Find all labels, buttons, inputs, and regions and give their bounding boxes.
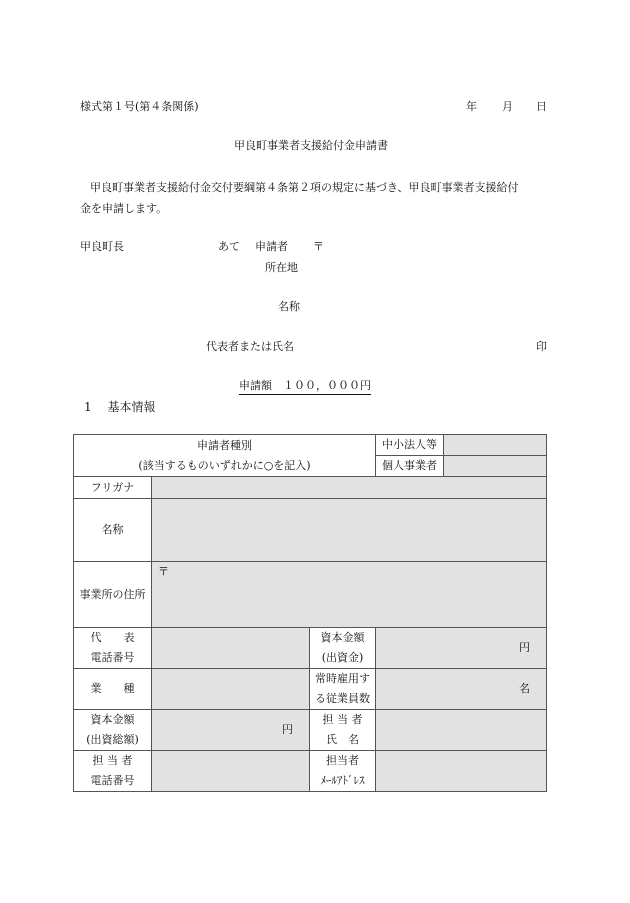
contact-name-field[interactable] [376, 710, 547, 751]
employees-field[interactable] [376, 669, 547, 710]
furigana-field[interactable] [152, 477, 547, 499]
capital-total-line2: (出資総額) [86, 733, 139, 746]
contact-mail-line1: 担当者 [326, 754, 360, 767]
date-day-label: 日 [536, 100, 547, 113]
ate-label: あて [218, 240, 240, 253]
contact-mail-label [310, 751, 376, 792]
contact-name-line1: 担 当 者 [322, 713, 363, 726]
representative-label: 代表者または氏名 [206, 340, 294, 353]
contact-mail-line2: ﾒｰﾙｱﾄﾞﾚｽ [320, 774, 365, 787]
contact-phone-line1: 担 当 者 [92, 754, 133, 767]
address-label: 所在地 [265, 261, 298, 274]
name-field[interactable] [152, 499, 547, 562]
date-year-label: 年 [466, 100, 477, 113]
employees-line1: 常時雇用す [315, 672, 371, 685]
postal-mark: 〒 [313, 240, 324, 253]
applicant-type-line2: (該当するものいずれかに○を記入) [138, 458, 311, 472]
contact-name-line2: 氏 名 [326, 733, 360, 746]
addressee: 甲良町長 [80, 240, 124, 253]
capital-line1: 資本金額 [320, 631, 365, 644]
contact-name-label [310, 710, 376, 751]
name-row-label: 名称 [74, 499, 152, 562]
applicant-type-label [74, 435, 376, 477]
employees-label [310, 669, 376, 710]
employees-line2: る従業員数 [315, 692, 371, 705]
applicant-label: 申請者 [255, 240, 288, 253]
basic-info-table [73, 434, 547, 792]
capital-total-label [74, 710, 152, 751]
section-title-basic-info: 1 基本情報 [84, 400, 156, 414]
name-label: 名称 [278, 300, 300, 313]
capital-total-yen-unit: 円 [282, 723, 293, 736]
capital-field[interactable] [376, 628, 547, 669]
contact-mail-field[interactable] [376, 751, 547, 792]
rep-phone-label [74, 628, 152, 669]
rep-phone-line1: 代 表 [90, 631, 135, 644]
capital-yen-unit: 円 [519, 641, 531, 654]
intro-line-2: 金を申請します。 [80, 202, 168, 215]
date-month-label: 月 [502, 100, 513, 113]
sole-proprietor-label: 個人事業者 [376, 456, 444, 477]
intro-line-1: 甲良町事業者支援給付金交付要綱第４条第２項の規定に基づき、甲良町事業者支援給付 [90, 181, 519, 194]
capital-total-field[interactable] [152, 710, 310, 751]
rep-phone-line2: 電話番号 [90, 651, 135, 664]
capital-label [310, 628, 376, 669]
rep-phone-field[interactable] [152, 628, 310, 669]
sme-label: 中小法人等 [376, 435, 444, 456]
office-address-label: 事業所の住所 [74, 562, 152, 628]
industry-label: 業 種 [74, 669, 152, 710]
capital-line2: (出資金) [321, 651, 364, 664]
capital-total-line1: 資本金額 [90, 713, 135, 726]
office-address-field[interactable] [152, 562, 547, 628]
industry-field[interactable] [152, 669, 310, 710]
application-amount: 申請額 １００，０００円 [239, 377, 371, 395]
document-title: 甲良町事業者支援給付金申請書 [234, 139, 388, 152]
seal-mark: 印 [536, 340, 547, 353]
form-number: 様式第１号(第４条関係) [80, 100, 199, 113]
employees-unit: 名 [519, 682, 531, 695]
contact-phone-line2: 電話番号 [90, 774, 135, 787]
applicant-type-line1: 申請者種別 [197, 438, 253, 452]
furigana-label: フリガナ [74, 477, 152, 499]
sme-field[interactable] [444, 435, 547, 456]
contact-phone-label [74, 751, 152, 792]
sole-proprietor-field[interactable] [444, 456, 547, 477]
contact-phone-field[interactable] [152, 751, 310, 792]
office-postal-mark: 〒 [158, 565, 169, 578]
